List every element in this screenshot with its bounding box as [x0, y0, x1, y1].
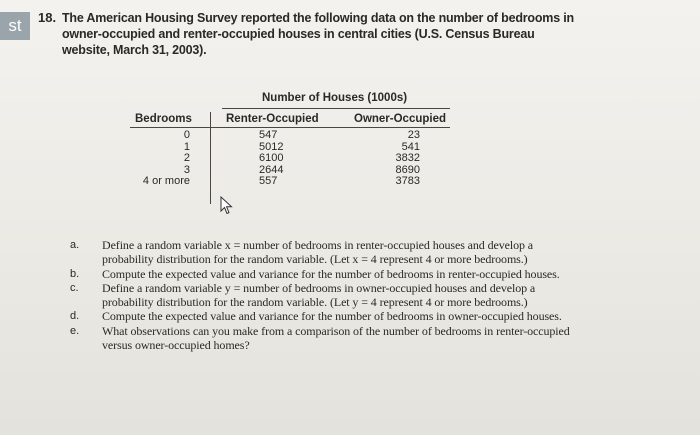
owner-column — [380, 130, 420, 188]
table-cell: 0 — [183, 129, 190, 141]
table-cell: 3783 — [395, 175, 420, 187]
table-cell: 3 — [183, 163, 190, 176]
renter-column — [259, 130, 299, 188]
table-cell: 5012 — [259, 140, 284, 153]
table-cell: 6100 — [259, 152, 284, 164]
part-label: e. — [70, 324, 80, 337]
question-intro: The American Housing Survey reported the following data on the number of bedrooms in owner-occupied and renter-occupied houses in central cities (U.S. Census Bureau website, March 31, 2003). — [62, 11, 574, 57]
table-cell: 4 or more — [142, 175, 190, 187]
part-text: Compute the expected value and variance for the number of bedrooms in owner-occupied houses. — [102, 309, 562, 324]
question-number: 18. — [38, 10, 57, 25]
part-text: What observations can you make from a comparison of the number of bedrooms in renter-occupied versus owner-occupied homes? — [102, 323, 570, 353]
table-cell: 2 — [183, 152, 190, 164]
edge-tab: st — [0, 12, 30, 40]
bedrooms-column — [130, 130, 200, 188]
part-c — [70, 281, 570, 310]
part-d — [70, 309, 570, 323]
table-cell: 557 — [259, 175, 278, 187]
part-text: Compute the expected value and variance for the number of bedrooms in renter-occupied houses. — [102, 266, 560, 281]
header-bedrooms: Bedrooms — [135, 113, 192, 125]
header-rule — [130, 127, 450, 128]
part-text: Define a random variable y = number of bedrooms in owner-occupied houses and develop a probability distribution for the random variable. (Let y = 4 represent 4 or more bedrooms.) — [102, 280, 536, 310]
header-owner-occupied: Owner-Occupied — [354, 113, 447, 125]
table-cell: 541 — [401, 140, 420, 153]
column-divider — [210, 112, 211, 204]
part-a — [70, 238, 570, 267]
part-label: a. — [70, 239, 80, 251]
group-header-rule — [222, 108, 450, 109]
part-e — [70, 324, 570, 353]
header-renter-occupied: Renter-Occupied — [226, 113, 319, 125]
table-cell: 3832 — [395, 152, 420, 164]
part-b — [70, 267, 570, 281]
table-cell: 23 — [407, 129, 420, 141]
part-label: b. — [70, 267, 80, 280]
table-cell: 8690 — [395, 163, 420, 176]
table-cell: 1 — [183, 140, 190, 153]
table-cell: 547 — [259, 129, 278, 141]
part-label: c. — [70, 281, 79, 294]
table-group-header: Number of Houses (1000s) — [262, 92, 408, 104]
part-text: Define a random variable x = number of bedrooms in renter-occupied houses and develop a probability distribution for the random variable. (Let x = 4 represent 4 or more bedrooms.) — [102, 238, 534, 267]
question-parts — [70, 238, 570, 352]
pointer-cursor-icon — [218, 196, 234, 216]
part-label: d. — [70, 310, 80, 323]
table-cell: 2644 — [259, 163, 284, 176]
